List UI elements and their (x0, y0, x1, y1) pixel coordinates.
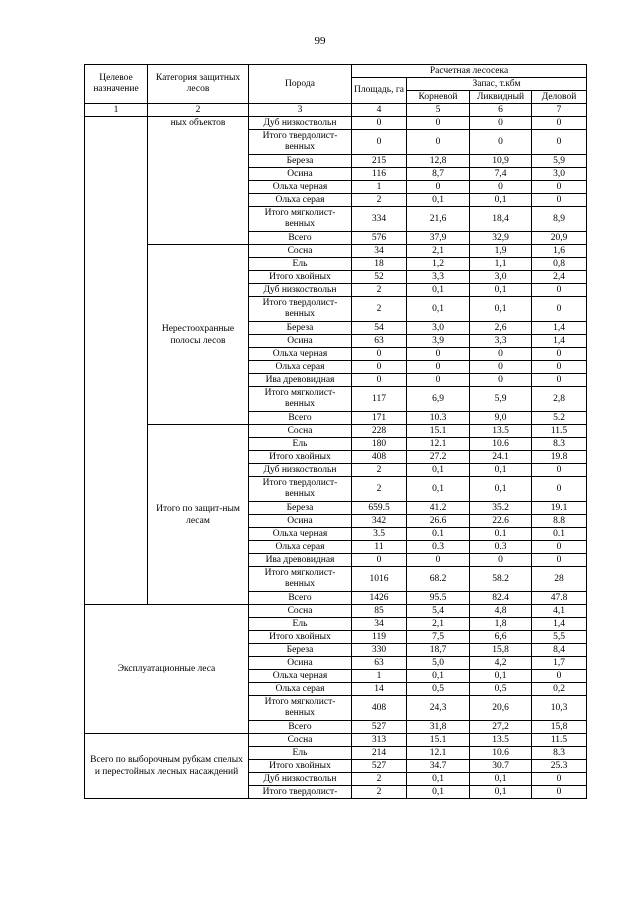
species-cell: Береза (249, 644, 352, 657)
stock-root-cell: 12.1 (407, 438, 470, 451)
species-cell: Сосна (249, 245, 352, 258)
area-cell: 0 (352, 117, 407, 130)
stock-root-cell: 0 (407, 361, 470, 374)
species-cell: Ольха серая (249, 683, 352, 696)
area-cell: 408 (352, 696, 407, 721)
area-cell: 63 (352, 335, 407, 348)
stock-liquid-cell: 0 (470, 348, 532, 361)
species-cell: Ольха серая (249, 361, 352, 374)
stock-business-cell: 5.2 (532, 412, 587, 425)
species-cell: Итого мягколист-венных (249, 567, 352, 592)
stock-business-cell: 0 (532, 181, 587, 194)
stock-liquid-cell: 13.5 (470, 734, 532, 747)
stock-business-cell: 8.3 (532, 438, 587, 451)
stock-liquid-cell: 4,2 (470, 657, 532, 670)
table-row (85, 605, 587, 618)
stock-liquid-cell: 1,9 (470, 245, 532, 258)
table-body (85, 117, 587, 799)
header-area: Площадь, га (352, 78, 407, 104)
species-cell: Сосна (249, 425, 352, 438)
stock-business-cell: 0 (532, 374, 587, 387)
stock-business-cell: 1,4 (532, 618, 587, 631)
stock-liquid-cell: 58.2 (470, 567, 532, 592)
stock-business-cell: 47.8 (532, 592, 587, 605)
stock-root-cell: 0,1 (407, 297, 470, 322)
stock-liquid-cell: 0,1 (470, 297, 532, 322)
area-cell: 117 (352, 387, 407, 412)
stock-liquid-cell: 10.6 (470, 438, 532, 451)
stock-business-cell: 0,2 (532, 683, 587, 696)
stock-root-cell: 3,0 (407, 322, 470, 335)
stock-business-cell: 1,7 (532, 657, 587, 670)
area-cell: 313 (352, 734, 407, 747)
stock-liquid-cell: 0 (470, 181, 532, 194)
stock-business-cell: 19.1 (532, 502, 587, 515)
species-cell: Сосна (249, 605, 352, 618)
stock-business-cell: 3,0 (532, 168, 587, 181)
area-cell: 2 (352, 194, 407, 207)
category-cell: Нерестоохранные полосы лесов (148, 245, 249, 425)
area-cell: 527 (352, 721, 407, 734)
species-cell: Итого хвойных (249, 760, 352, 773)
stock-business-cell: 0 (532, 361, 587, 374)
stock-root-cell: 0 (407, 130, 470, 155)
stock-liquid-cell: 1,1 (470, 258, 532, 271)
species-cell: Ольха черная (249, 181, 352, 194)
stock-root-cell: 0,1 (407, 786, 470, 799)
species-cell: Всего (249, 721, 352, 734)
stock-liquid-cell: 0 (470, 374, 532, 387)
area-cell: 659.5 (352, 502, 407, 515)
species-cell: Ольха серая (249, 194, 352, 207)
stock-root-cell: 1,2 (407, 258, 470, 271)
stock-root-cell: 37,9 (407, 232, 470, 245)
stock-liquid-cell: 0,1 (470, 194, 532, 207)
stock-liquid-cell: 24.1 (470, 451, 532, 464)
area-cell: 576 (352, 232, 407, 245)
area-cell: 1426 (352, 592, 407, 605)
stock-business-cell: 0 (532, 786, 587, 799)
area-cell: 1 (352, 670, 407, 683)
species-cell: Дуб низкоствольн (249, 117, 352, 130)
stock-root-cell: 24,3 (407, 696, 470, 721)
stock-business-cell: 0,8 (532, 258, 587, 271)
stock-business-cell: 2,4 (532, 271, 587, 284)
col-number: 1 (85, 104, 148, 117)
area-cell: 18 (352, 258, 407, 271)
stock-liquid-cell: 0,1 (470, 786, 532, 799)
stock-root-cell: 0.1 (407, 528, 470, 541)
stock-business-cell: 8.8 (532, 515, 587, 528)
species-cell: Итого твердолист-венных (249, 297, 352, 322)
header-cutting-area: Расчетная лесосека (352, 65, 587, 78)
stock-root-cell: 0 (407, 181, 470, 194)
stock-business-cell: 4,1 (532, 605, 587, 618)
species-cell: Итого мягколист-венных (249, 207, 352, 232)
stock-liquid-cell: 0.3 (470, 541, 532, 554)
stock-liquid-cell: 0,1 (470, 670, 532, 683)
area-cell: 14 (352, 683, 407, 696)
stock-liquid-cell: 0 (470, 117, 532, 130)
species-cell: Итого твердолист-венных (249, 130, 352, 155)
stock-business-cell: 8,9 (532, 207, 587, 232)
stock-business-cell: 0 (532, 541, 587, 554)
area-cell: 1 (352, 181, 407, 194)
species-cell: Береза (249, 322, 352, 335)
stock-business-cell: 11.5 (532, 425, 587, 438)
species-cell: Осина (249, 168, 352, 181)
area-cell: 342 (352, 515, 407, 528)
species-cell: Итого мягколист-венных (249, 387, 352, 412)
category-cell: ных объектов (148, 117, 249, 245)
stock-liquid-cell: 0,1 (470, 464, 532, 477)
stock-business-cell: 0 (532, 130, 587, 155)
table-row (85, 425, 587, 438)
stock-business-cell: 8.3 (532, 747, 587, 760)
stock-root-cell: 21,6 (407, 207, 470, 232)
stock-root-cell: 18,7 (407, 644, 470, 657)
stock-business-cell: 1,4 (532, 335, 587, 348)
stock-root-cell: 3,3 (407, 271, 470, 284)
stock-root-cell: 15.1 (407, 425, 470, 438)
stock-business-cell: 0 (532, 670, 587, 683)
stock-liquid-cell: 7,4 (470, 168, 532, 181)
col-number: 7 (532, 104, 587, 117)
stock-liquid-cell: 3,3 (470, 335, 532, 348)
stock-liquid-cell: 32,9 (470, 232, 532, 245)
stock-root-cell: 0,1 (407, 284, 470, 297)
stock-root-cell: 8,7 (407, 168, 470, 181)
species-cell: Ель (249, 438, 352, 451)
header-liquid: Ликвидный (470, 91, 532, 104)
species-cell: Всего (249, 592, 352, 605)
species-cell: Осина (249, 515, 352, 528)
col-number: 5 (407, 104, 470, 117)
stock-liquid-cell: 82.4 (470, 592, 532, 605)
species-cell: Сосна (249, 734, 352, 747)
species-cell: Всего (249, 232, 352, 245)
stock-liquid-cell: 9,0 (470, 412, 532, 425)
stock-liquid-cell: 27,2 (470, 721, 532, 734)
stock-business-cell: 0 (532, 284, 587, 297)
stock-liquid-cell: 2,6 (470, 322, 532, 335)
species-cell: Ель (249, 618, 352, 631)
stock-liquid-cell: 4,8 (470, 605, 532, 618)
area-cell: 119 (352, 631, 407, 644)
area-cell: 2 (352, 284, 407, 297)
stock-liquid-cell: 30.7 (470, 760, 532, 773)
area-cell: 228 (352, 425, 407, 438)
stock-business-cell: 0 (532, 773, 587, 786)
stock-business-cell: 8,4 (532, 644, 587, 657)
area-cell: 527 (352, 760, 407, 773)
stock-root-cell: 95.5 (407, 592, 470, 605)
stock-root-cell: 3,9 (407, 335, 470, 348)
stock-business-cell: 5,9 (532, 155, 587, 168)
area-cell: 11 (352, 541, 407, 554)
table-row (85, 245, 587, 258)
area-cell: 2 (352, 786, 407, 799)
species-cell: Итого твердолист-венных (249, 477, 352, 502)
stock-liquid-cell: 18,4 (470, 207, 532, 232)
species-cell: Береза (249, 502, 352, 515)
stock-business-cell: 0 (532, 297, 587, 322)
stock-root-cell: 12.1 (407, 747, 470, 760)
stock-business-cell: 0 (532, 554, 587, 567)
species-cell: Ель (249, 747, 352, 760)
species-cell: Ольха серая (249, 541, 352, 554)
stock-liquid-cell: 6,6 (470, 631, 532, 644)
table-row (85, 734, 587, 747)
stock-root-cell: 0.3 (407, 541, 470, 554)
stock-liquid-cell: 13.5 (470, 425, 532, 438)
stock-root-cell: 5,4 (407, 605, 470, 618)
stock-root-cell: 12,8 (407, 155, 470, 168)
area-cell: 215 (352, 155, 407, 168)
area-cell: 3.5 (352, 528, 407, 541)
table-row (85, 117, 587, 130)
stock-business-cell: 0 (532, 477, 587, 502)
stock-liquid-cell: 0,1 (470, 477, 532, 502)
stock-liquid-cell: 0 (470, 554, 532, 567)
species-cell: Ель (249, 258, 352, 271)
stock-root-cell: 27.2 (407, 451, 470, 464)
stock-root-cell: 0 (407, 374, 470, 387)
stock-root-cell: 7,5 (407, 631, 470, 644)
stock-liquid-cell: 1,8 (470, 618, 532, 631)
stock-liquid-cell: 22.6 (470, 515, 532, 528)
area-cell: 180 (352, 438, 407, 451)
species-cell: Итого хвойных (249, 451, 352, 464)
purpose-cell: Всего по выборочным рубкам спелых и перестойных лесных насаждений (85, 734, 249, 799)
stock-root-cell: 31,8 (407, 721, 470, 734)
area-cell: 52 (352, 271, 407, 284)
stock-business-cell: 0 (532, 348, 587, 361)
col-number: 2 (148, 104, 249, 117)
purpose-cell (85, 117, 148, 605)
area-cell: 214 (352, 747, 407, 760)
stock-business-cell: 0 (532, 194, 587, 207)
col-number: 6 (470, 104, 532, 117)
stock-root-cell: 2,1 (407, 618, 470, 631)
stock-business-cell: 28 (532, 567, 587, 592)
area-cell: 0 (352, 348, 407, 361)
stock-root-cell: 0,1 (407, 773, 470, 786)
stock-liquid-cell: 0 (470, 130, 532, 155)
species-cell: Всего (249, 412, 352, 425)
species-cell: Ива древовидная (249, 374, 352, 387)
species-cell: Ольха черная (249, 528, 352, 541)
stock-business-cell: 11.5 (532, 734, 587, 747)
page-number: 99 (314, 35, 326, 47)
stock-root-cell: 15.1 (407, 734, 470, 747)
stock-root-cell: 34.7 (407, 760, 470, 773)
species-cell: Итого хвойных (249, 271, 352, 284)
stock-root-cell: 6,9 (407, 387, 470, 412)
stock-root-cell: 0,1 (407, 194, 470, 207)
header-root: Корневой (407, 91, 470, 104)
stock-root-cell: 10.3 (407, 412, 470, 425)
table-header (85, 65, 587, 117)
area-cell: 1016 (352, 567, 407, 592)
header-category: Категория защитных лесов (148, 65, 249, 104)
stock-business-cell: 10,3 (532, 696, 587, 721)
stock-liquid-cell: 0,1 (470, 773, 532, 786)
area-cell: 116 (352, 168, 407, 181)
species-cell: Итого хвойных (249, 631, 352, 644)
area-cell: 54 (352, 322, 407, 335)
area-cell: 0 (352, 554, 407, 567)
stock-liquid-cell: 10.6 (470, 747, 532, 760)
species-cell: Дуб низкоствольн (249, 464, 352, 477)
stock-business-cell: 25.3 (532, 760, 587, 773)
species-cell: Осина (249, 657, 352, 670)
species-cell: Дуб низкоствольн (249, 284, 352, 297)
area-cell: 0 (352, 361, 407, 374)
species-cell: Ольха черная (249, 670, 352, 683)
forest-cutting-table-container (84, 64, 586, 799)
stock-root-cell: 0 (407, 554, 470, 567)
stock-liquid-cell: 0,1 (470, 284, 532, 297)
stock-business-cell: 19.8 (532, 451, 587, 464)
col-number: 3 (249, 104, 352, 117)
area-cell: 171 (352, 412, 407, 425)
stock-liquid-cell: 0,5 (470, 683, 532, 696)
stock-business-cell: 0 (532, 464, 587, 477)
stock-root-cell: 0,5 (407, 683, 470, 696)
category-cell: Итого по защит-ным лесам (148, 425, 249, 605)
stock-business-cell: 2,8 (532, 387, 587, 412)
stock-liquid-cell: 10,9 (470, 155, 532, 168)
stock-liquid-cell: 3,0 (470, 271, 532, 284)
forest-cutting-table (84, 64, 587, 799)
stock-root-cell: 41.2 (407, 502, 470, 515)
area-cell: 2 (352, 297, 407, 322)
stock-liquid-cell: 0 (470, 361, 532, 374)
stock-root-cell: 26.6 (407, 515, 470, 528)
area-cell: 2 (352, 464, 407, 477)
stock-business-cell: 1,6 (532, 245, 587, 258)
header-purpose: Целевое назначение (85, 65, 148, 104)
area-cell: 63 (352, 657, 407, 670)
species-cell: Береза (249, 155, 352, 168)
area-cell: 408 (352, 451, 407, 464)
area-cell: 34 (352, 245, 407, 258)
area-cell: 0 (352, 374, 407, 387)
species-cell: Дуб низкоствольн (249, 773, 352, 786)
area-cell: 85 (352, 605, 407, 618)
stock-root-cell: 0,1 (407, 670, 470, 683)
stock-root-cell: 68.2 (407, 567, 470, 592)
stock-business-cell: 20,9 (532, 232, 587, 245)
area-cell: 34 (352, 618, 407, 631)
species-cell: Осина (249, 335, 352, 348)
purpose-cell: Эксплуатационные леса (85, 605, 249, 734)
area-cell: 2 (352, 773, 407, 786)
stock-liquid-cell: 0.1 (470, 528, 532, 541)
header-stock: Запас, т.кбм (407, 78, 587, 91)
stock-business-cell: 1,4 (532, 322, 587, 335)
area-cell: 0 (352, 130, 407, 155)
species-cell: Ива древовидная (249, 554, 352, 567)
stock-root-cell: 0,1 (407, 477, 470, 502)
stock-liquid-cell: 5,9 (470, 387, 532, 412)
stock-root-cell: 2,1 (407, 245, 470, 258)
stock-liquid-cell: 35.2 (470, 502, 532, 515)
col-number: 4 (352, 104, 407, 117)
stock-liquid-cell: 15,8 (470, 644, 532, 657)
species-cell: Итого твердолист- (249, 786, 352, 799)
stock-root-cell: 5,0 (407, 657, 470, 670)
stock-root-cell: 0 (407, 117, 470, 130)
header-species: Порода (249, 65, 352, 104)
header-business: Деловой (532, 91, 587, 104)
area-cell: 2 (352, 477, 407, 502)
stock-business-cell: 5,5 (532, 631, 587, 644)
species-cell: Итого мягколист-венных (249, 696, 352, 721)
stock-root-cell: 0 (407, 348, 470, 361)
area-cell: 330 (352, 644, 407, 657)
species-cell: Ольха черная (249, 348, 352, 361)
stock-liquid-cell: 20,6 (470, 696, 532, 721)
area-cell: 334 (352, 207, 407, 232)
stock-business-cell: 0.1 (532, 528, 587, 541)
stock-business-cell: 15,8 (532, 721, 587, 734)
stock-root-cell: 0,1 (407, 464, 470, 477)
stock-business-cell: 0 (532, 117, 587, 130)
